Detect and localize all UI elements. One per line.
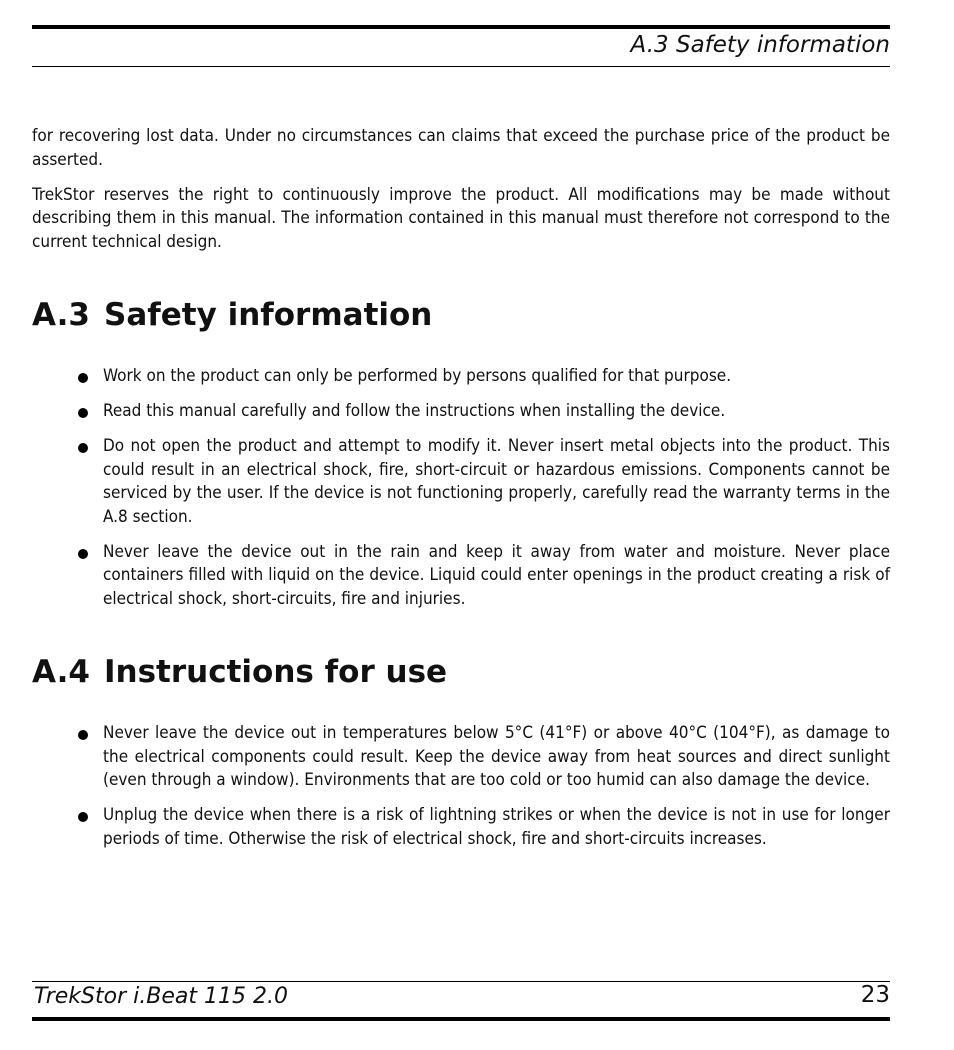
- page-number: 23: [860, 982, 890, 1008]
- section-heading-instructions: [32, 654, 447, 690]
- list-item: [32, 365, 890, 389]
- intro-text: [32, 125, 890, 254]
- footer-product-name: TrekStor i.Beat 115 2.0: [34, 984, 288, 1009]
- paragraph: for recovering lost data. Under no circumstances can claims that exceed the purchase price of the product be asserted.: [32, 126, 890, 170]
- list-item-text: Never leave the device out in temperatures below 5°C (41°F) or above 40°C (104°F), as damage to the electrical components could result. Keep the device away from heat sources and direct sunlight (even through a window). Environments that are too cold or too humid can also damage the device.: [103, 723, 890, 790]
- instructions-list: [32, 722, 890, 863]
- list-item: [32, 722, 890, 793]
- list-item: [32, 435, 890, 529]
- list-item-text: Work on the product can only be performed by persons qualified for that purpose.: [103, 366, 732, 386]
- section-title: Instructions for use: [104, 654, 448, 690]
- list-item-text: Read this manual carefully and follow the instructions when installing the device.: [103, 401, 726, 421]
- list-item: [32, 804, 890, 851]
- bullet-icon: [78, 549, 88, 559]
- bullet-icon: [78, 730, 88, 740]
- section-title: Safety information: [104, 297, 433, 333]
- header-bottom-rule: [32, 66, 890, 67]
- section-heading-safety: [32, 297, 432, 333]
- bullet-icon: [78, 443, 88, 453]
- bullet-icon: [78, 408, 88, 418]
- footer-bottom-rule: [32, 1017, 890, 1021]
- list-item: [32, 541, 890, 612]
- header-top-rule: [32, 25, 890, 29]
- bullet-icon: [78, 812, 88, 822]
- list-item-text: Do not open the product and attempt to modify it. Never insert metal objects into the product. This could result in an electrical shock, fire, short-circuit or hazardous emissions. Components cannot be serviced by the user. If the device is not functioning properly, carefully read the warranty terms in the A.8 section.: [103, 436, 890, 527]
- bullet-icon: [78, 373, 88, 383]
- safety-list: [32, 365, 890, 623]
- footer-top-rule: [32, 981, 890, 982]
- paragraph: TrekStor reserves the right to continuously improve the product. All modifications may be made without describing them in this manual. The information contained in this manual must therefore not correspond to the current technical design.: [32, 184, 890, 252]
- section-number: A.3: [32, 297, 90, 333]
- list-item: [32, 400, 890, 424]
- list-item-text: Unplug the device when there is a risk of lightning strikes or when the device is not in use for longer periods of time. Otherwise the risk of electrical shock, fire and short-circuits increases.: [103, 805, 890, 849]
- section-number: A.4: [32, 654, 90, 690]
- running-header-title: A.3 Safety information: [630, 32, 890, 58]
- list-item-text: Never leave the device out in the rain and keep it away from water and moisture. Never place containers filled with liquid on the device. Liquid could enter openings in the product creating a risk of electrical shock, short-circuits, fire and injuries.: [103, 541, 890, 609]
